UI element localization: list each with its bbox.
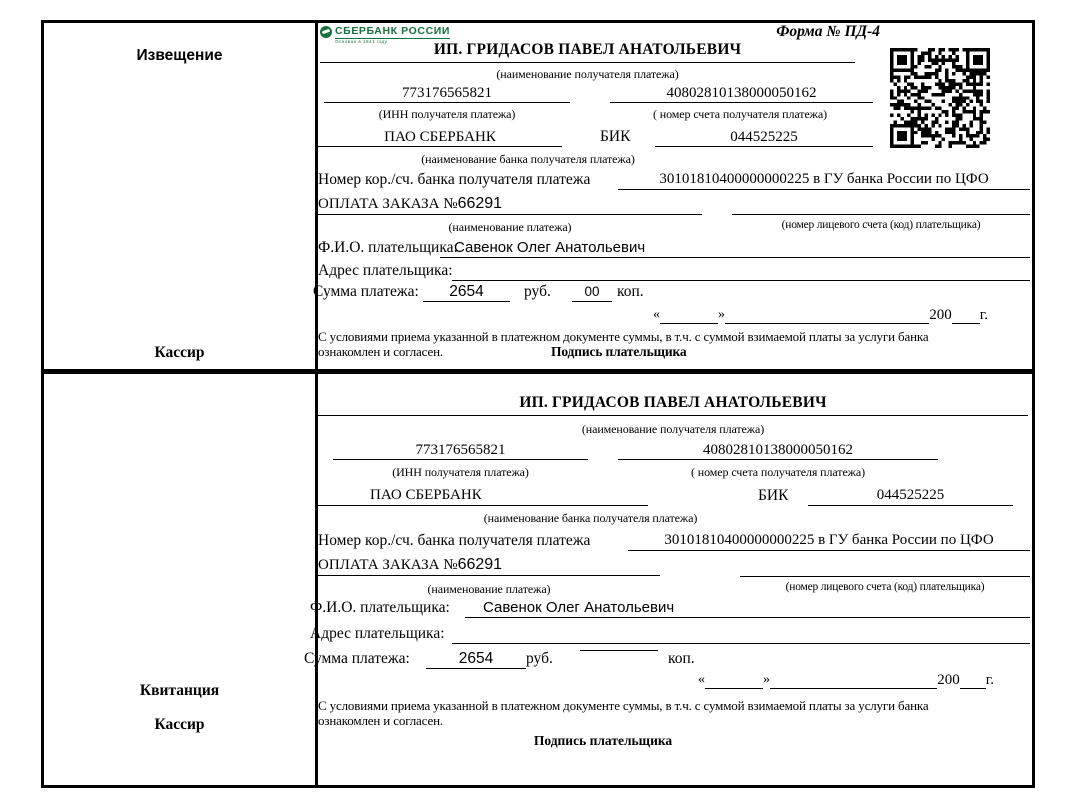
payer-address-label: Адрес плательщика:: [318, 262, 453, 279]
amount-kop-value: [580, 650, 658, 651]
year-prefix: 200: [929, 307, 952, 323]
date-line: [653, 306, 988, 324]
order-number: 66291: [457, 195, 503, 212]
rub-label: руб.: [524, 283, 551, 300]
corr-account-value: 30101810400000000225 в ГУ банка России по ЦФО: [628, 531, 1030, 551]
amount-label: Сумма платежа:: [304, 650, 410, 667]
date-day-line: [705, 671, 763, 689]
corr-account-label: Номер кор./сч. банка получателя платежа: [318, 171, 591, 188]
quote-close: »: [718, 307, 725, 322]
personal-account-caption: (номер лицевого счета (код) плательщика): [785, 581, 985, 593]
personal-account-line: [732, 194, 1030, 215]
receipt-left-cell: [44, 374, 318, 785]
terms-line2: ознакомлен и согласен.: [318, 713, 443, 728]
order-number: 66291: [457, 556, 503, 573]
account-value: 40802810138000050162: [618, 441, 938, 460]
inn-value: 773176565821: [333, 441, 588, 460]
bank-name-value: ПАО СБЕРБАНК: [318, 486, 648, 506]
notice-section: [41, 20, 1035, 372]
cashier-label: Кассир: [154, 716, 205, 733]
bank-logo-name: СБЕРБАНК РОССИИ: [335, 25, 451, 37]
year-line: [960, 671, 986, 689]
bik-value: 044525225: [808, 486, 1013, 506]
account-caption: ( номер счета получателя платежа): [653, 107, 827, 121]
bik-label: БИК: [600, 128, 631, 145]
date-month-line: [725, 306, 929, 324]
terms-text: [318, 698, 1032, 728]
terms-line2: ознакомлен и согласен.: [318, 344, 443, 359]
recipient-title: ИП. ГРИДАСОВ ПАВЕЛ АНАТОЛЬЕВИЧ: [320, 40, 855, 63]
payer-name-value: Савенок Олег Анатольевич: [440, 239, 1030, 258]
bank-name-caption: (наименование банка получателя платежа): [421, 152, 635, 166]
recipient-title: ИП. ГРИДАСОВ ПАВЕЛ АНАТОЛЬЕВИЧ: [318, 393, 1028, 416]
notice-form-area: [313, 23, 1032, 369]
date-line: [698, 671, 994, 689]
quote-open: «: [653, 307, 660, 322]
form-number: Форма № ПД-4: [776, 23, 880, 40]
notice-left-cell: [44, 23, 318, 369]
amount-rub-value: 2654: [423, 283, 510, 302]
payment-name-caption: (наименование платежа): [427, 582, 551, 596]
terms-line1: С условиями приема указанной в платежном документе суммы, в т.ч. с суммой взимаемой платы за услуги банка: [318, 329, 929, 344]
receipt-section: [41, 371, 1035, 788]
cashier-label: Кассир: [154, 344, 205, 361]
amount-rub-value: 2654: [426, 650, 526, 669]
inn-value: 773176565821: [324, 84, 570, 103]
signature-label: Подпись плательщика: [550, 344, 687, 359]
kop-label: коп.: [668, 650, 695, 667]
receipt-form-area: [304, 374, 1032, 785]
notice-label: Извещение: [136, 47, 223, 64]
payer-address-value: [452, 625, 1030, 644]
amount-label: Сумма платежа:: [313, 283, 419, 300]
signature-label: Подпись плательщика: [533, 733, 673, 748]
recipient-name-caption: (наименование получателя платежа): [581, 422, 765, 436]
payer-address-label: Адрес плательщика:: [310, 625, 445, 642]
amount-kop-value: 00: [572, 283, 612, 302]
payer-name-label: Ф.И.О. плательщика:: [318, 239, 458, 256]
quote-close: »: [763, 672, 770, 687]
year-prefix: 200: [937, 672, 960, 688]
corr-account-value: 30101810400000000225 в ГУ банка России по ЦФО: [618, 170, 1030, 190]
qr-code: [890, 48, 990, 148]
rub-label: руб.: [526, 650, 553, 667]
personal-account-line: [740, 555, 1030, 577]
payer-address-value: [452, 262, 1030, 281]
bank-name-value: ПАО СБЕРБАНК: [318, 128, 562, 147]
quote-open: «: [698, 672, 705, 687]
date-month-line: [770, 671, 937, 689]
kop-label: коп.: [617, 283, 644, 300]
year-suffix: г.: [985, 672, 994, 688]
corr-account-label: Номер кор./сч. банка получателя платежа: [318, 532, 591, 549]
bik-value: 044525225: [655, 128, 873, 147]
bik-label: БИК: [758, 487, 789, 504]
payer-name-label: Ф.И.О. плательщика:: [310, 599, 450, 616]
payer-name-value: Савенок Олег Анатольевич: [465, 599, 1030, 618]
date-day-line: [660, 306, 718, 324]
receipt-label: Квитанция: [139, 682, 220, 699]
account-value: 40802810138000050162: [610, 84, 873, 103]
payment-name-caption: (наименование платежа): [448, 220, 572, 234]
sberbank-emblem-icon: [320, 26, 332, 38]
payment-purpose: [318, 555, 660, 576]
payment-purpose-label: ОПЛАТА ЗАКАЗА №: [318, 557, 458, 573]
terms-line1: С условиями приема указанной в платежном документе суммы, в т.ч. с суммой взимаемой платы за услуги банка: [318, 698, 929, 713]
bank-name-caption: (наименование банка получателя платежа): [483, 511, 698, 525]
personal-account-caption: (номер лицевого счета (код) плательщика): [781, 219, 981, 231]
terms-text: [318, 329, 1032, 359]
bank-logo-tagline: Основан в 1841 году: [335, 39, 388, 44]
inn-caption: (ИНН получателя платежа): [378, 107, 516, 121]
account-caption: ( номер счета получателя платежа): [691, 465, 865, 479]
year-line: [952, 306, 980, 324]
recipient-name-caption: (наименование получателя платежа): [496, 67, 679, 81]
payment-purpose-label: ОПЛАТА ЗАКАЗА №: [318, 196, 458, 212]
inn-caption: (ИНН получателя платежа): [392, 465, 529, 479]
payment-purpose: [318, 194, 702, 215]
year-suffix: г.: [979, 307, 988, 323]
